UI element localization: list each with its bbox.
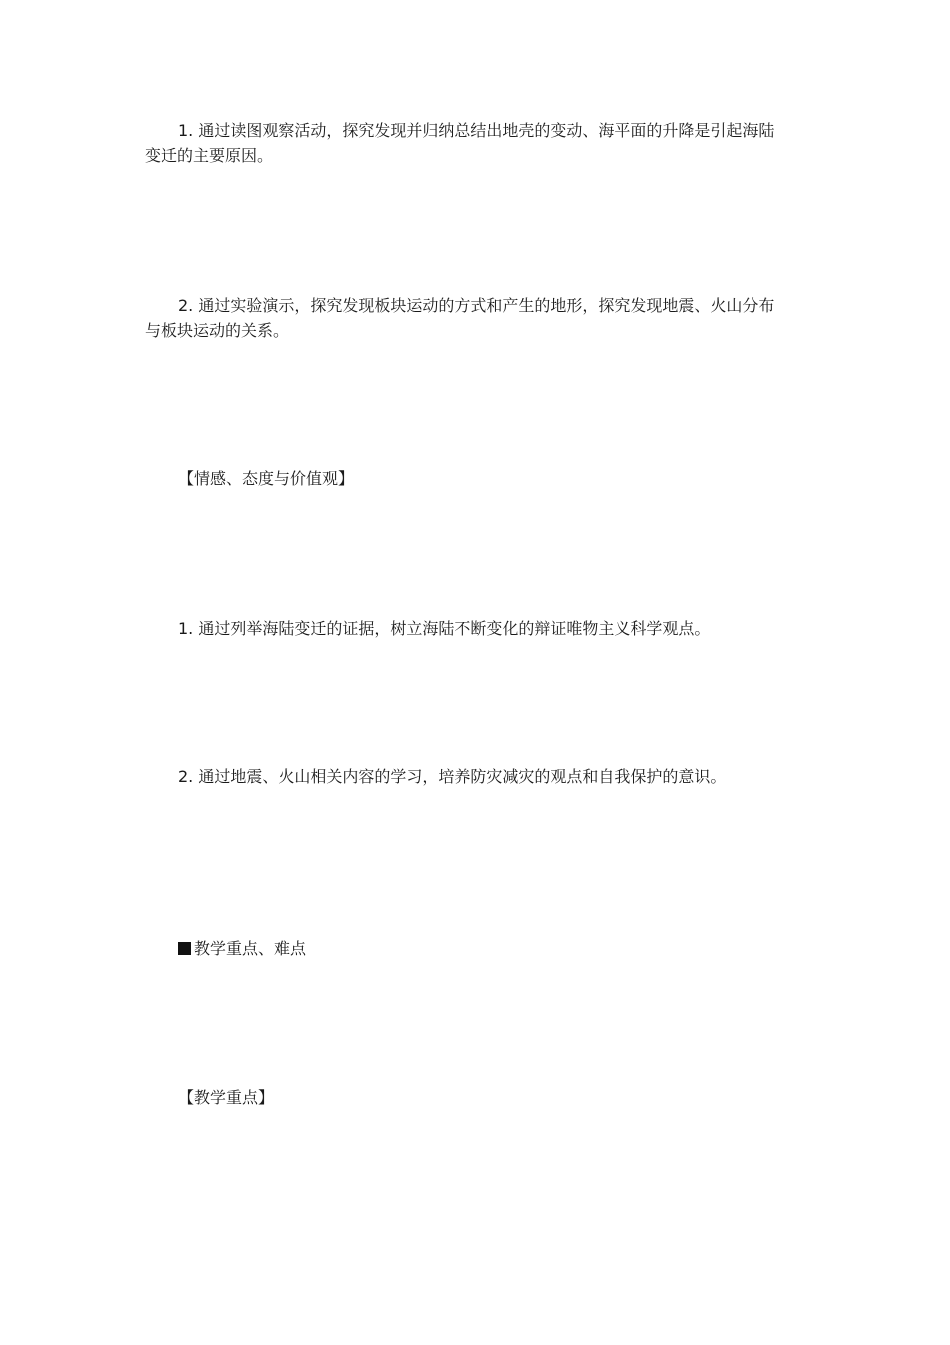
emotion-item-2: 2. 通过地震、火山相关内容的学习，培养防灾减灾的观点和自我保护的意识。 [178,767,727,786]
process-item-2: 2. 通过实验演示，探究发现板块运动的方式和产生的地形，探究发现地震、火山分布与板块运动的关系。 [145,296,775,340]
emotion-item-1: 1. 通过列举海陆变迁的证据，树立海陆不断变化的辩证唯物主义科学观点。 [178,619,711,638]
black-square-icon [178,942,191,955]
key-section-heading-text: 教学重点、难点 [194,939,307,958]
key-section-heading [178,936,306,961]
key-points-heading: 【教学重点】 [178,1088,275,1107]
process-item-1: 1. 通过读图观察活动，探究发现并归纳总结出地壳的变动、海平面的升降是引起海陆变迁的主要原因。 [145,121,775,165]
emotion-heading: 【情感、态度与价值观】 [178,469,355,488]
